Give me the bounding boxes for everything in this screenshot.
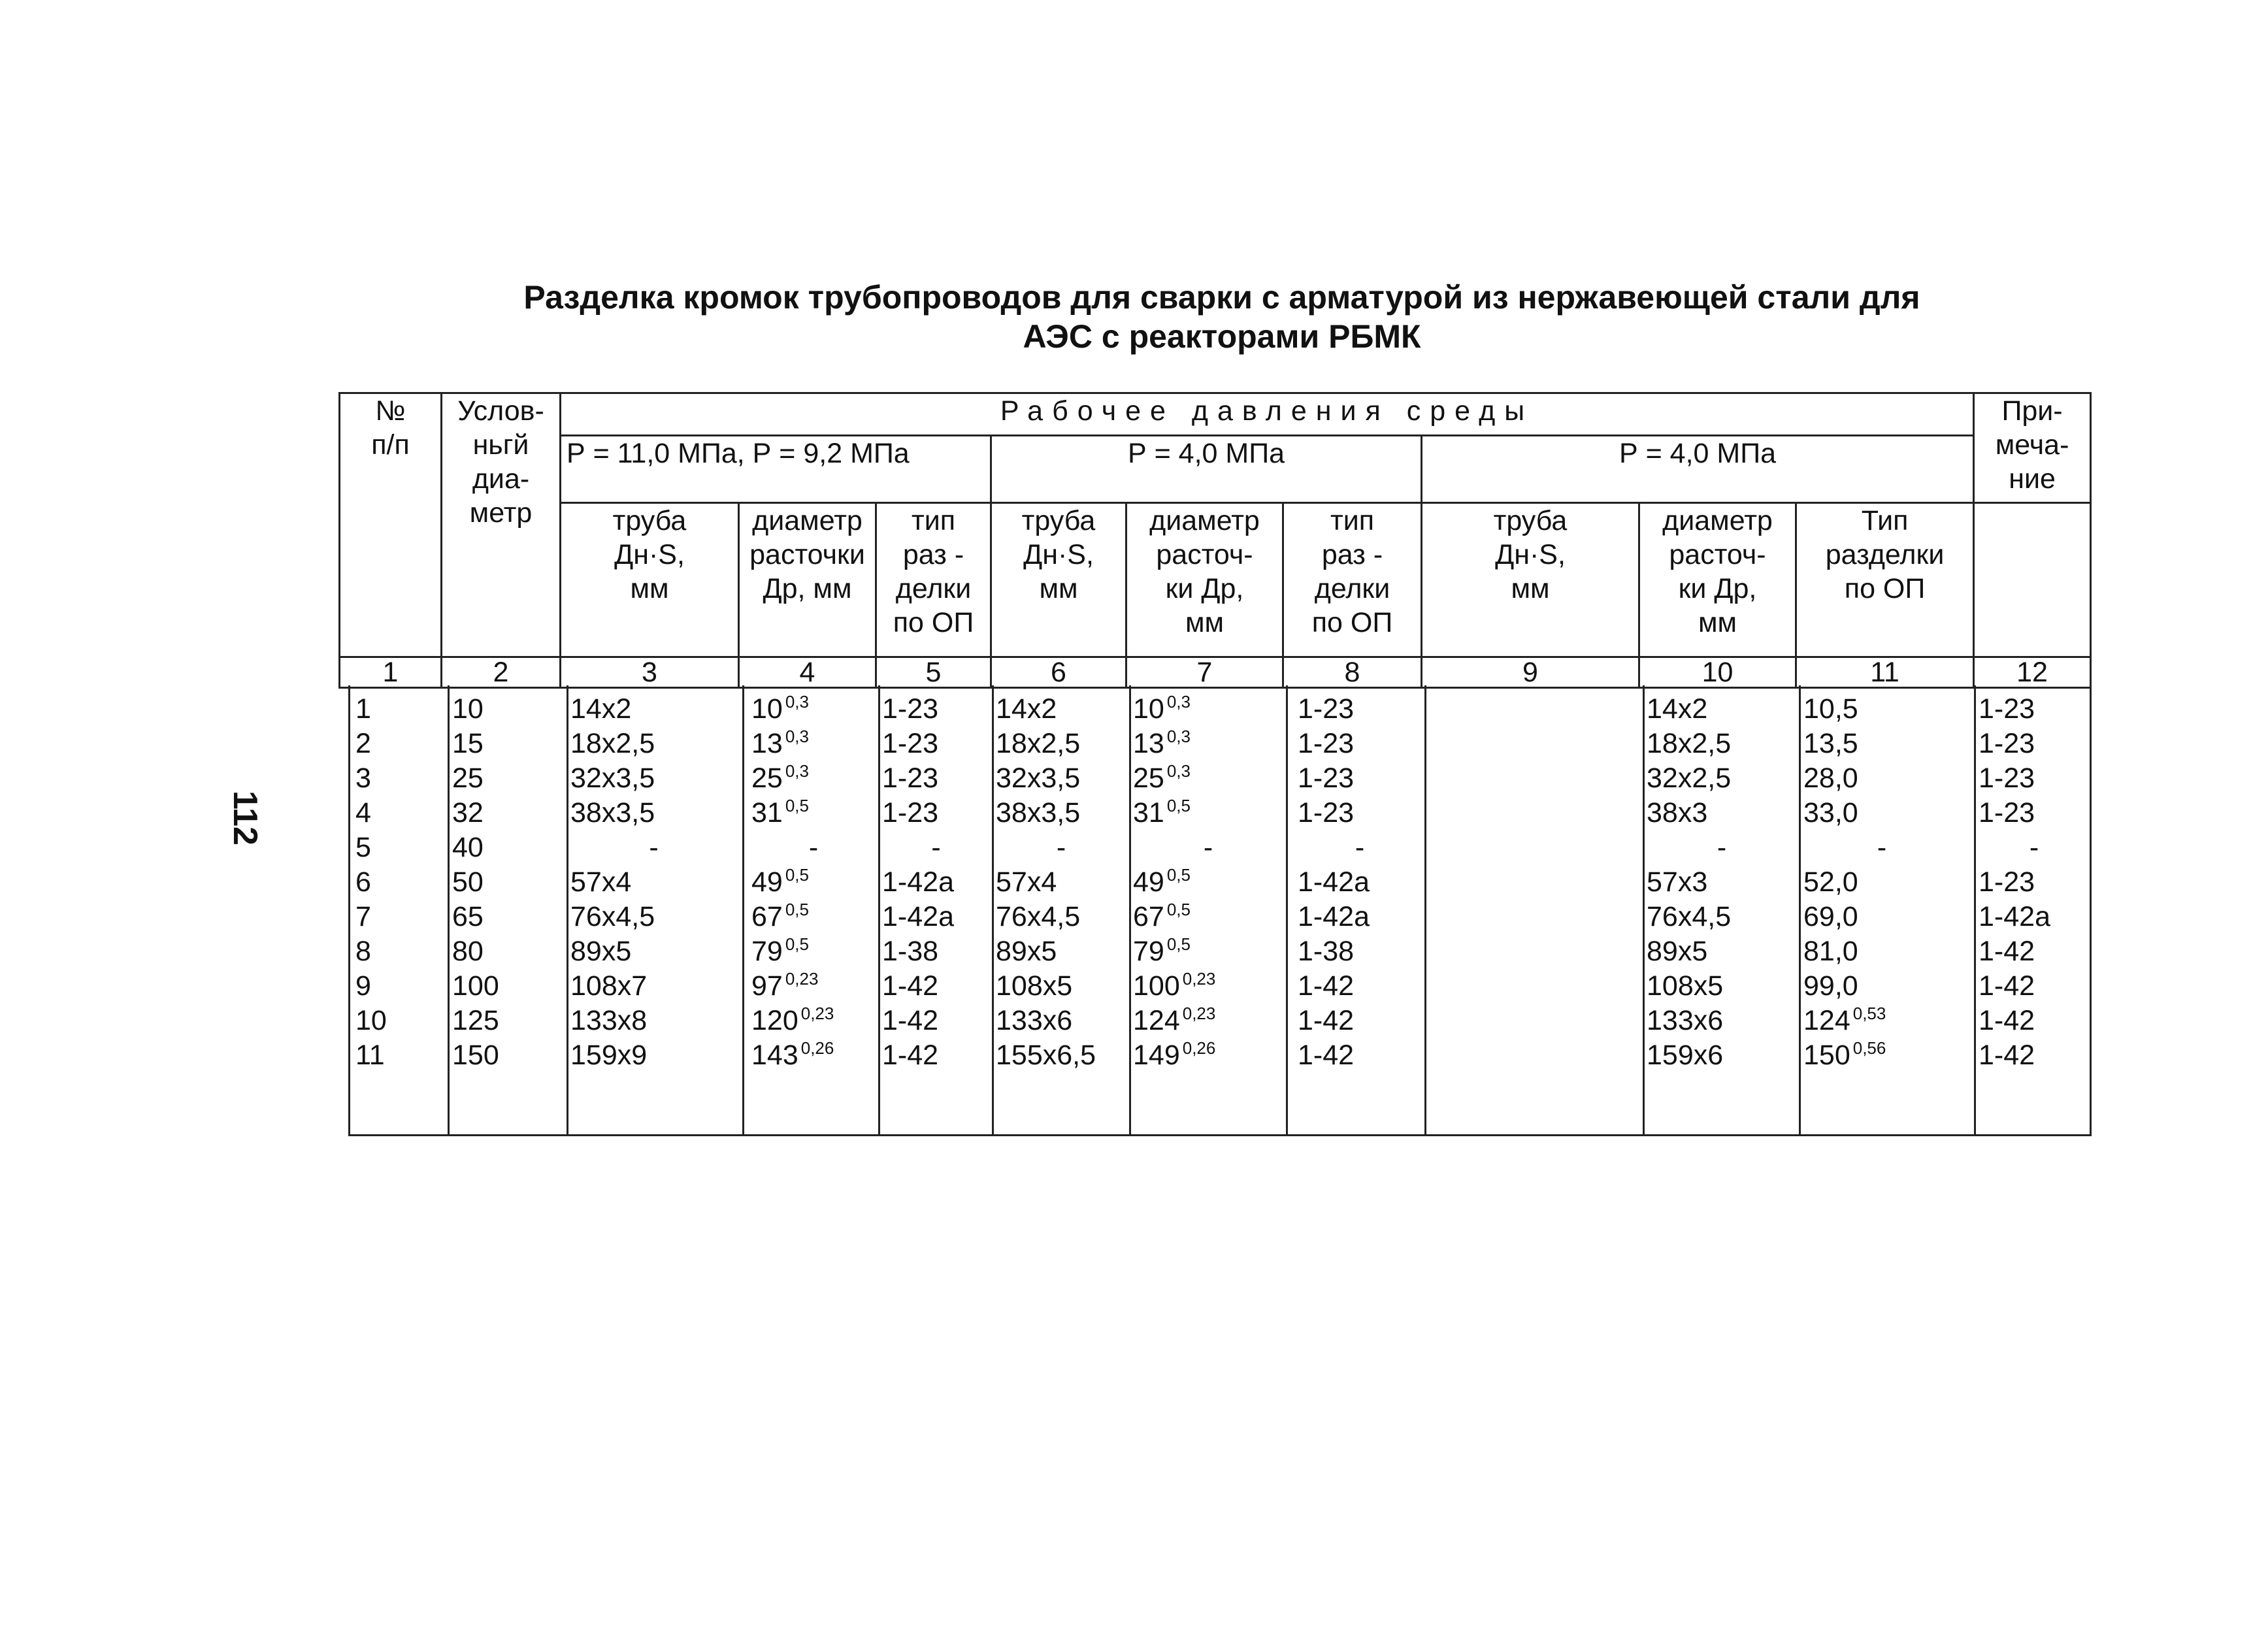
col-number: 7: [1126, 657, 1283, 688]
table-cell: 159x9: [570, 1040, 648, 1071]
table-cell: 1-42: [1298, 1040, 1355, 1071]
table-cell: 1-42a: [1298, 866, 1370, 898]
body-column-2: [452, 692, 563, 1073]
table-cell: 150 $^{0,56}$: [1803, 1038, 1886, 1071]
table-cell: 124 $^{0,53}$: [1803, 1004, 1886, 1036]
col-number: 2: [442, 657, 561, 688]
column-divider: [1129, 685, 1131, 1134]
table-cell: 149 $^{0,26}$: [1133, 1038, 1216, 1071]
table-cell: 38x3,5: [570, 797, 655, 828]
table-cell: 1-23: [1298, 728, 1355, 759]
table-cell: 108x7: [570, 970, 648, 1002]
table-cell: 6: [355, 866, 371, 898]
header-pressure-1: Р = 11,0 МПа, Р = 9,2 МПа: [561, 436, 991, 503]
tolerance-superscript: 0,23: [785, 969, 819, 989]
table-cell: 1-38: [882, 936, 939, 967]
table-cell: 10: [452, 693, 484, 725]
table-cell: 25 $^{0,3}$: [751, 761, 809, 794]
table-cell: 108x5: [1647, 970, 1724, 1002]
table-cell: 52,0: [1803, 866, 1858, 898]
table-cell: 1-42: [1979, 1005, 2035, 1036]
table-cell: 100: [452, 970, 499, 1002]
table-cell: -: [808, 832, 819, 863]
table-cell: 1-42a: [1979, 901, 2050, 932]
table-cell: 1-23: [882, 693, 939, 725]
table-cell: 3: [355, 762, 371, 794]
table-cell: 18x2,5: [570, 728, 655, 759]
table-cell: -: [2029, 832, 2039, 863]
table-cell: 80: [452, 936, 484, 967]
table-header: [338, 392, 2092, 689]
column-divider: [1424, 685, 1426, 1134]
header-c10: диаметр расточ- ки Др, мм: [1639, 503, 1796, 657]
table-cell: 89x5: [996, 936, 1057, 967]
header-pressure-group: Рабочее давления среды: [561, 393, 1974, 436]
tolerance-superscript: 0,5: [1166, 900, 1191, 919]
table-cell: -: [1355, 832, 1365, 863]
table-cell: 49 $^{0,5}$: [751, 865, 809, 898]
body-column-4: [751, 692, 876, 1073]
table-cell: 38x3: [1647, 797, 1708, 828]
table-cell: 125: [452, 1005, 499, 1036]
body-column-3: [570, 692, 737, 1073]
column-divider: [878, 685, 880, 1134]
table-cell: 18x2,5: [996, 728, 1081, 759]
table-cell: 10: [355, 1005, 387, 1036]
table-cell: 32: [452, 797, 484, 828]
table-cell: 133x6: [1647, 1005, 1724, 1036]
table-cell: 31 $^{0,5}$: [1133, 796, 1191, 828]
column-divider: [992, 685, 994, 1134]
table-cell: 65: [452, 901, 484, 932]
table-cell: 10,5: [1803, 693, 1858, 725]
table-cell: 1-42: [1298, 970, 1355, 1002]
col-number: 4: [739, 657, 876, 688]
table-cell: 79 $^{0,5}$: [1133, 934, 1191, 967]
table-cell: -: [1717, 832, 1727, 863]
header-c6: труба Дн·S, мм: [991, 503, 1126, 657]
table-cell: 1-42a: [1298, 901, 1370, 932]
table-cell: 81,0: [1803, 936, 1858, 967]
table-cell: 150: [452, 1040, 499, 1071]
body-column-7: [1133, 692, 1283, 1073]
col-number: 11: [1796, 657, 1974, 688]
body-column-6: [996, 692, 1126, 1073]
tolerance-superscript: 0,23: [800, 1004, 834, 1023]
table-cell: 1-42: [1298, 1005, 1355, 1036]
column-divider: [1974, 685, 1976, 1134]
tolerance-superscript: 0,56: [1852, 1038, 1886, 1058]
table-cell: 14x2: [570, 693, 632, 725]
header-diameter: Услов- ньгй диа- метр: [442, 393, 561, 657]
table-cell: 1-23: [882, 762, 939, 794]
table-cell: 1-23: [1298, 797, 1355, 828]
document-title: [340, 278, 2104, 356]
table-cell: 1-42a: [882, 901, 954, 932]
table-cell: 1-23: [1298, 762, 1355, 794]
col-number: 10: [1639, 657, 1796, 688]
column-divider: [1799, 685, 1801, 1134]
title-line-1: Разделка кромок трубопроводов для сварки с арматурой из нержавеющей стали для: [523, 279, 1920, 316]
tolerance-superscript: 0,23: [1182, 1004, 1216, 1023]
table-cell: 10 $^{0,3}$: [1133, 692, 1191, 725]
table-cell: 1-23: [1298, 693, 1355, 725]
col-number: 3: [561, 657, 739, 688]
table-cell: 89x5: [1647, 936, 1708, 967]
body-column-8: [1298, 692, 1422, 1073]
header-c11: Тип разделки по ОП: [1796, 503, 1974, 657]
col-number: 6: [991, 657, 1126, 688]
header-c7: диаметр расточ- ки Др, мм: [1126, 503, 1283, 657]
table-cell: 4: [355, 797, 371, 828]
table-cell: 57x4: [996, 866, 1057, 898]
column-divider: [1643, 685, 1645, 1134]
header-number: № п/п: [340, 393, 442, 657]
table-cell: 8: [355, 936, 371, 967]
header-pressure-2: Р = 4,0 МПа: [991, 436, 1422, 503]
table-cell: 76x4,5: [570, 901, 655, 932]
header-pressure-3: Р = 4,0 МПа: [1422, 436, 1974, 503]
table-body: [348, 685, 2092, 1136]
table-cell: 49 $^{0,5}$: [1133, 865, 1191, 898]
body-column-10: [1803, 692, 1960, 1073]
table-cell: 14x2: [996, 693, 1057, 725]
header-c9: труба Дн·S, мм: [1422, 503, 1639, 657]
body-column-11: [1979, 692, 2090, 1073]
tolerance-superscript: 0,3: [1166, 727, 1191, 746]
table-cell: 13,5: [1803, 728, 1858, 759]
table-cell: 33,0: [1803, 797, 1858, 828]
table-cell: 1-42: [1979, 970, 2035, 1002]
header-c12-blank: [1974, 503, 2091, 657]
table-cell: 69,0: [1803, 901, 1858, 932]
table-cell: 76x4,5: [1647, 901, 1732, 932]
table-cell: 79 $^{0,5}$: [751, 934, 809, 967]
table-cell: 13 $^{0,3}$: [1133, 727, 1191, 759]
table-cell: 15: [452, 728, 484, 759]
tolerance-superscript: 0,3: [785, 761, 809, 781]
table-cell: 18x2,5: [1647, 728, 1732, 759]
table-cell: 1-38: [1298, 936, 1355, 967]
tolerance-superscript: 0,5: [1166, 934, 1191, 954]
table-cell: 2: [355, 728, 371, 759]
table-cell: 67 $^{0,5}$: [751, 900, 809, 932]
table-cell: 10 $^{0,3}$: [751, 692, 809, 725]
table-cell: -: [1056, 832, 1066, 863]
table-cell: 5: [355, 832, 371, 863]
header-c8: тип раз - делки по ОП: [1283, 503, 1422, 657]
table-cell: 1-42: [1979, 1040, 2035, 1071]
table-cell: 11: [355, 1040, 385, 1071]
tolerance-superscript: 0,5: [785, 796, 809, 815]
table-cell: 7: [355, 901, 371, 932]
table-cell: 100 $^{0,23}$: [1133, 969, 1216, 1002]
column-divider: [567, 685, 568, 1134]
tolerance-superscript: 0,26: [1182, 1038, 1216, 1058]
tolerance-superscript: 0,3: [1166, 692, 1191, 712]
tolerance-superscript: 0,5: [1166, 796, 1191, 815]
table-cell: 67 $^{0,5}$: [1133, 900, 1191, 932]
tolerance-superscript: 0,5: [785, 865, 809, 885]
col-number: 9: [1422, 657, 1639, 688]
table-cell: 40: [452, 832, 484, 863]
table-cell: 108x5: [996, 970, 1073, 1002]
table-cell: 14x2: [1647, 693, 1708, 725]
tolerance-superscript: 0,3: [1166, 761, 1191, 781]
table-cell: 133x6: [996, 1005, 1073, 1036]
table-cell: 9: [355, 970, 371, 1002]
table-cell: 143 $^{0,26}$: [751, 1038, 834, 1071]
table-cell: -: [931, 832, 941, 863]
table-cell: 133x8: [570, 1005, 648, 1036]
table-cell: -: [649, 832, 659, 863]
table-cell: 1-42: [882, 1005, 939, 1036]
table-cell: 31 $^{0,5}$: [751, 796, 809, 828]
table-cell: 13 $^{0,3}$: [751, 727, 809, 759]
table-cell: 155x6,5: [996, 1040, 1096, 1071]
table-cell: 1-23: [882, 728, 939, 759]
column-divider: [1286, 685, 1288, 1134]
table-cell: 159x6: [1647, 1040, 1724, 1071]
table-cell: 1-23: [1979, 797, 2035, 828]
table-cell: 1-42: [1979, 936, 2035, 967]
table-cell: 120 $^{0,23}$: [751, 1004, 834, 1036]
table-cell: 32x3,5: [996, 762, 1081, 794]
body-column-9: [1647, 692, 1797, 1073]
tolerance-superscript: 0,3: [785, 692, 809, 712]
table-cell: 25: [452, 762, 484, 794]
header-c3: труба Дн·S, мм: [561, 503, 739, 657]
table-cell: 1-23: [882, 797, 939, 828]
table-cell: 32x3,5: [570, 762, 655, 794]
table-cell: 1-42a: [882, 866, 954, 898]
table-cell: 97 $^{0,23}$: [751, 969, 819, 1002]
table-cell: 50: [452, 866, 484, 898]
table-cell: 1: [355, 693, 371, 725]
table-cell: 57x4: [570, 866, 632, 898]
body-column-1: [355, 692, 444, 1073]
table-cell: 89x5: [570, 936, 632, 967]
tolerance-superscript: 0,53: [1852, 1004, 1886, 1023]
col-number: 8: [1283, 657, 1422, 688]
column-divider: [742, 685, 744, 1134]
table-cell: 1-42: [882, 970, 939, 1002]
table-cell: 124 $^{0,23}$: [1133, 1004, 1216, 1036]
table-cell: 32x2,5: [1647, 762, 1732, 794]
table-cell: 1-23: [1979, 762, 2035, 794]
header-c4: диаметр расточки Др, мм: [739, 503, 876, 657]
body-column-5: [882, 692, 990, 1073]
col-number: 5: [876, 657, 991, 688]
tolerance-superscript: 0,5: [785, 934, 809, 954]
tolerance-superscript: 0,3: [785, 727, 809, 746]
tolerance-superscript: 0,26: [800, 1038, 834, 1058]
table-cell: 1-23: [1979, 693, 2035, 725]
tolerance-superscript: 0,5: [1166, 865, 1191, 885]
col-number: 1: [340, 657, 442, 688]
col-number: 12: [1974, 657, 2091, 688]
table-cell: 25 $^{0,3}$: [1133, 761, 1191, 794]
table-cell: 38x3,5: [996, 797, 1081, 828]
page-number: 112: [226, 791, 264, 845]
table-cell: 76x4,5: [996, 901, 1081, 932]
table-cell: 28,0: [1803, 762, 1858, 794]
table-cell: 1-23: [1979, 728, 2035, 759]
table-cell: 57x3: [1647, 866, 1708, 898]
table-cell: 1-23: [1979, 866, 2035, 898]
tolerance-superscript: 0,5: [785, 900, 809, 919]
tolerance-superscript: 0,23: [1182, 969, 1216, 989]
table-cell: -: [1203, 832, 1213, 863]
table-cell: 99,0: [1803, 970, 1858, 1002]
header-c5: тип раз - делки по ОП: [876, 503, 991, 657]
table-cell: 1-42: [882, 1040, 939, 1071]
header-note: При- меча- ние: [1974, 393, 2091, 503]
column-divider: [448, 685, 450, 1134]
title-line-2: АЭС с реакторами РБМК: [1023, 318, 1421, 355]
table-cell: -: [1877, 832, 1887, 863]
